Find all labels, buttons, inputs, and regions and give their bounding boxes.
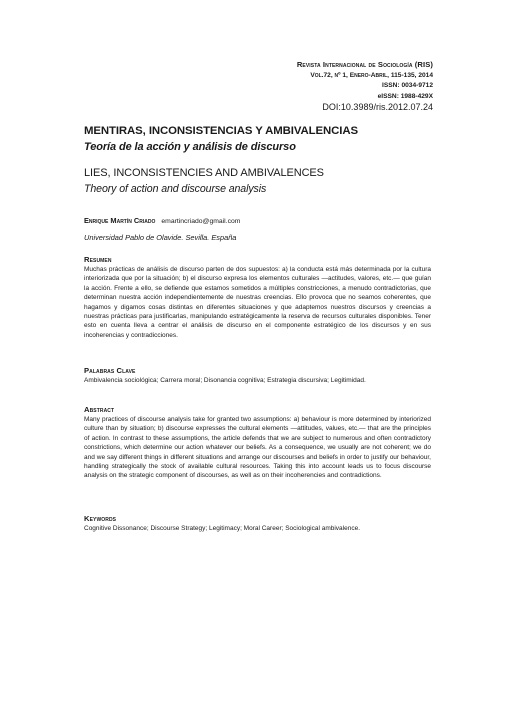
abstract-section <box>84 405 431 481</box>
abstract-text: Many practices of discourse analysis take for granted two assumptions: a) behaviour is more determined by interiorized culture than by situation; b) discourse expresses the cultural elements —attitudes, values, etc.— that are the principles of action. In contrast to these assumptions, the article defends that we are subject to numerous and often contradictory constrictions, which determine our action whatever our beliefs. As a consequence, we usually are not coherent; we do and we say different things in different situations and arrange our discourses and beliefs in order to justify our behaviour, handling strategically the stock of available cultural resources. Taking this into account leads us to focus discourse analysis on the strategic component of discourses, as well as on their incoherencies and contradictions. <box>84 416 431 480</box>
subtitle-english: Theory of action and discourse analysis <box>84 183 267 195</box>
palabras-clave-text: Ambivalencia sociológica; Carrera moral; Disonancia cognitiva; Estrategia discursiva; Legitimidad. <box>84 377 366 384</box>
author-affiliation: Universidad Pablo de Olavide. Sevilla. España <box>84 233 237 242</box>
keywords-section <box>84 514 431 533</box>
doi: DOI:10.3989/ris.2012.07.24 <box>322 102 433 112</box>
author-name: Enrique Martín Criado <box>84 216 156 225</box>
keywords-heading: Keywords <box>84 514 117 523</box>
resumen-heading: Resumen <box>84 255 112 264</box>
author-email: emartincriado@gmail.com <box>161 218 241 225</box>
title-english: LIES, INCONSISTENCIES AND AMBIVALENCES <box>84 167 324 179</box>
issn: ISSN: 0034-9712 <box>382 82 433 89</box>
author-line <box>84 216 431 225</box>
abstract-heading: Abstract <box>84 405 115 414</box>
journal-name: Revista Internacional de Sociología (RIS) <box>296 60 433 69</box>
title-spanish: MENTIRAS, INCONSISTENCIAS Y AMBIVALENCIAS <box>84 125 358 137</box>
keywords-text: Cognitive Dissonance; Discourse Strategy; Legitimacy; Moral Career; Sociological ambivalence. <box>84 525 361 532</box>
palabras-clave-section <box>84 366 431 385</box>
palabras-clave-heading: Palabras Clave <box>84 366 136 375</box>
journal-masthead <box>173 60 433 113</box>
subtitle-spanish: Teoría de la acción y análisis de discurso <box>84 141 296 153</box>
volume-info: Vol.72, nº 1, Enero-Abril, 115-135, 2014 <box>310 71 433 79</box>
eissn: eISSN: 1988-429X <box>377 92 433 100</box>
resumen-text: Muchas prácticas de análisis de discurso parten de dos supuestos: a) la conducta está más determinada por la cultura interiorizada que por la situación; b) el discurso expresa los elementos culturales —actitudes, valores, etc.— que guían la acción. Frente a ello, se defiende que estamos sometidos a múltiples constricciones, a menudo contradictorias, que determinan nuestra acción independientemente de nuestras creencias. Ello provoca que no seamos coherentes, que hagamos y digamos cosas distintas en diferentes situaciones y que adaptemos nuestros discursos y creencias a nuestras prácticas para justificarlas, manipulando estratégicamente la reserva de recursos culturales disponibles. Tener esto en cuenta lleva a centrar el análisis de discurso en el componente estratégico de los discursos y en sus incoherencias y contradicciones. <box>84 266 431 339</box>
resumen-section <box>84 255 431 340</box>
